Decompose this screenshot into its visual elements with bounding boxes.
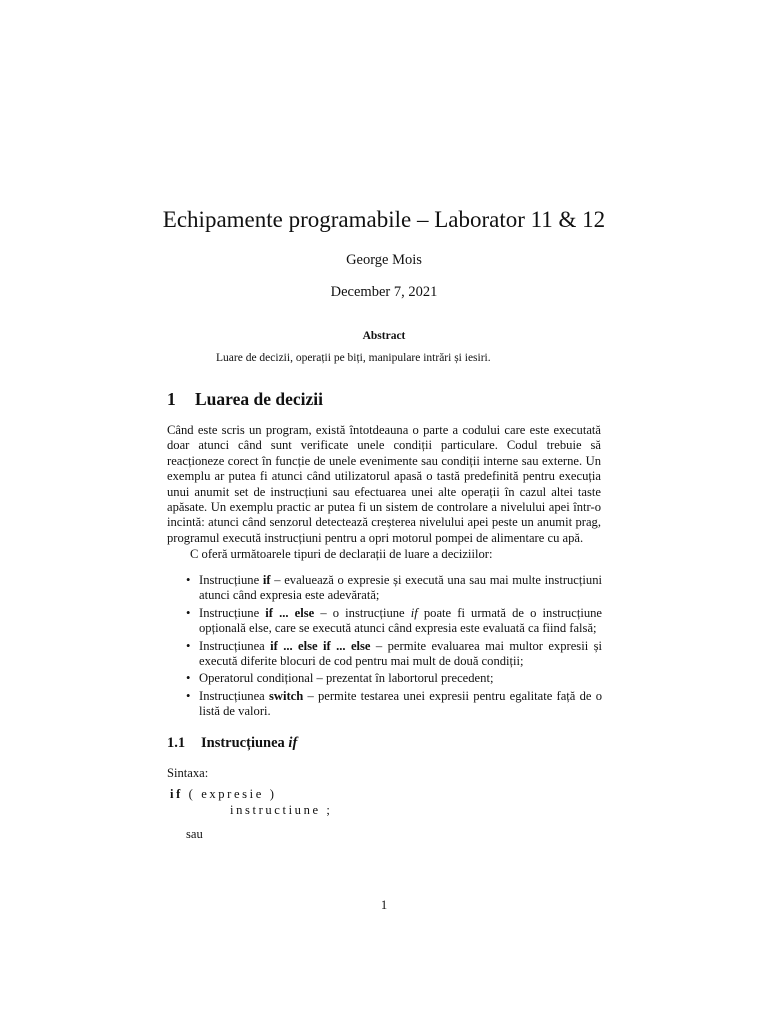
item-text: Instrucțiunea xyxy=(199,638,271,653)
item-text: – evaluează o expresie și execută una sau mai multe instrucțiuni atunci când expresia este adevărată; xyxy=(199,573,602,603)
item-text: Instrucțiune xyxy=(199,573,263,587)
list-item xyxy=(186,639,602,670)
item-keyword: if ... else xyxy=(265,605,315,620)
subsection-heading xyxy=(167,735,297,752)
author: George Mois xyxy=(346,252,422,268)
list-item xyxy=(186,671,602,686)
section-title: Luarea de decizii xyxy=(195,389,323,409)
subsection-title-italic: if xyxy=(288,735,298,751)
item-text: – permite evaluarea mai multor expresii și execută diferite blocuri de cod pentru mai mult de două condiții; xyxy=(199,638,602,669)
item-text: poate fi urmată de o instrucțiune opțională else, care se execută atunci când expresia este evaluată ca fiind falsă; xyxy=(199,605,603,636)
syntax-label: Sintaxa: xyxy=(167,766,209,780)
code-line-2: instructiune ; xyxy=(230,803,333,817)
list-item xyxy=(186,573,602,604)
item-keyword: if ... else if ... else xyxy=(270,638,371,653)
item-text: Operatorul condițional – prezentat în labortorul precedent; xyxy=(199,671,494,686)
item-keyword: switch xyxy=(268,688,304,703)
bullet-icon: • xyxy=(186,573,191,587)
list-item xyxy=(186,689,602,720)
decision-types-list xyxy=(186,573,602,722)
bullet-icon: • xyxy=(186,688,191,703)
code-line-1 xyxy=(170,787,277,802)
item-text: – o instrucțiune xyxy=(314,605,411,620)
subsection-title: Instrucțiunea xyxy=(201,735,289,751)
item-text: Instrucțiune xyxy=(199,605,266,620)
section-paragraph: Când este scris un program, există întotdeauna o parte a codului care este executată doar atunci când sunt verificate unele condiții particulare. Codul trebuie să reacționeze corect în funcție de unele evenimente sau condiții interne sau externe. Un exemplu ar putea fi atunci când utilizatorul apasă o tastă predefinită pentru execuția unui anumit set de instrucțiuni sau efectuarea unei alte operații în cazul altei taste apăsate. Un exemplu practic ar putea fi un sistem de controlare a nivelului apei într-o incintă: atunci când senzorul detectează creșterea nivelului apei peste un anumit prag, programul execută instrucțiuni pentru a opri motorul pompei de alimentare cu apă. xyxy=(167,423,601,545)
section-intro: C oferă următoarele tipuri de declarații de luare a deciziilor: xyxy=(190,547,493,561)
bullet-icon: • xyxy=(186,638,191,653)
subsection-number: 1.1 xyxy=(167,735,186,751)
date: December 7, 2021 xyxy=(330,284,438,300)
section-heading xyxy=(167,389,323,410)
abstract-text: Luare de decizii, operații pe biți, manipulare intrări și iesiri. xyxy=(216,352,491,364)
document-title: Echipamente programabile – Laborator 11 & 12 xyxy=(162,207,606,232)
bullet-icon: • xyxy=(186,671,191,686)
sau-text: sau xyxy=(186,827,203,841)
section-number: 1 xyxy=(167,389,176,409)
item-text: Instrucțiunea xyxy=(199,688,269,703)
code-keyword: if xyxy=(170,787,183,801)
item-keyword: if xyxy=(262,573,271,587)
list-item xyxy=(186,606,602,637)
item-text: – permite testarea unei expresii pentru egalitate față de o listă de valori. xyxy=(199,688,602,719)
code-text: ( expresie ) xyxy=(182,787,277,801)
abstract-heading: Abstract xyxy=(362,330,406,342)
item-italic: if xyxy=(410,605,418,620)
bullet-icon: • xyxy=(186,605,191,620)
page-number: 1 xyxy=(380,898,388,912)
